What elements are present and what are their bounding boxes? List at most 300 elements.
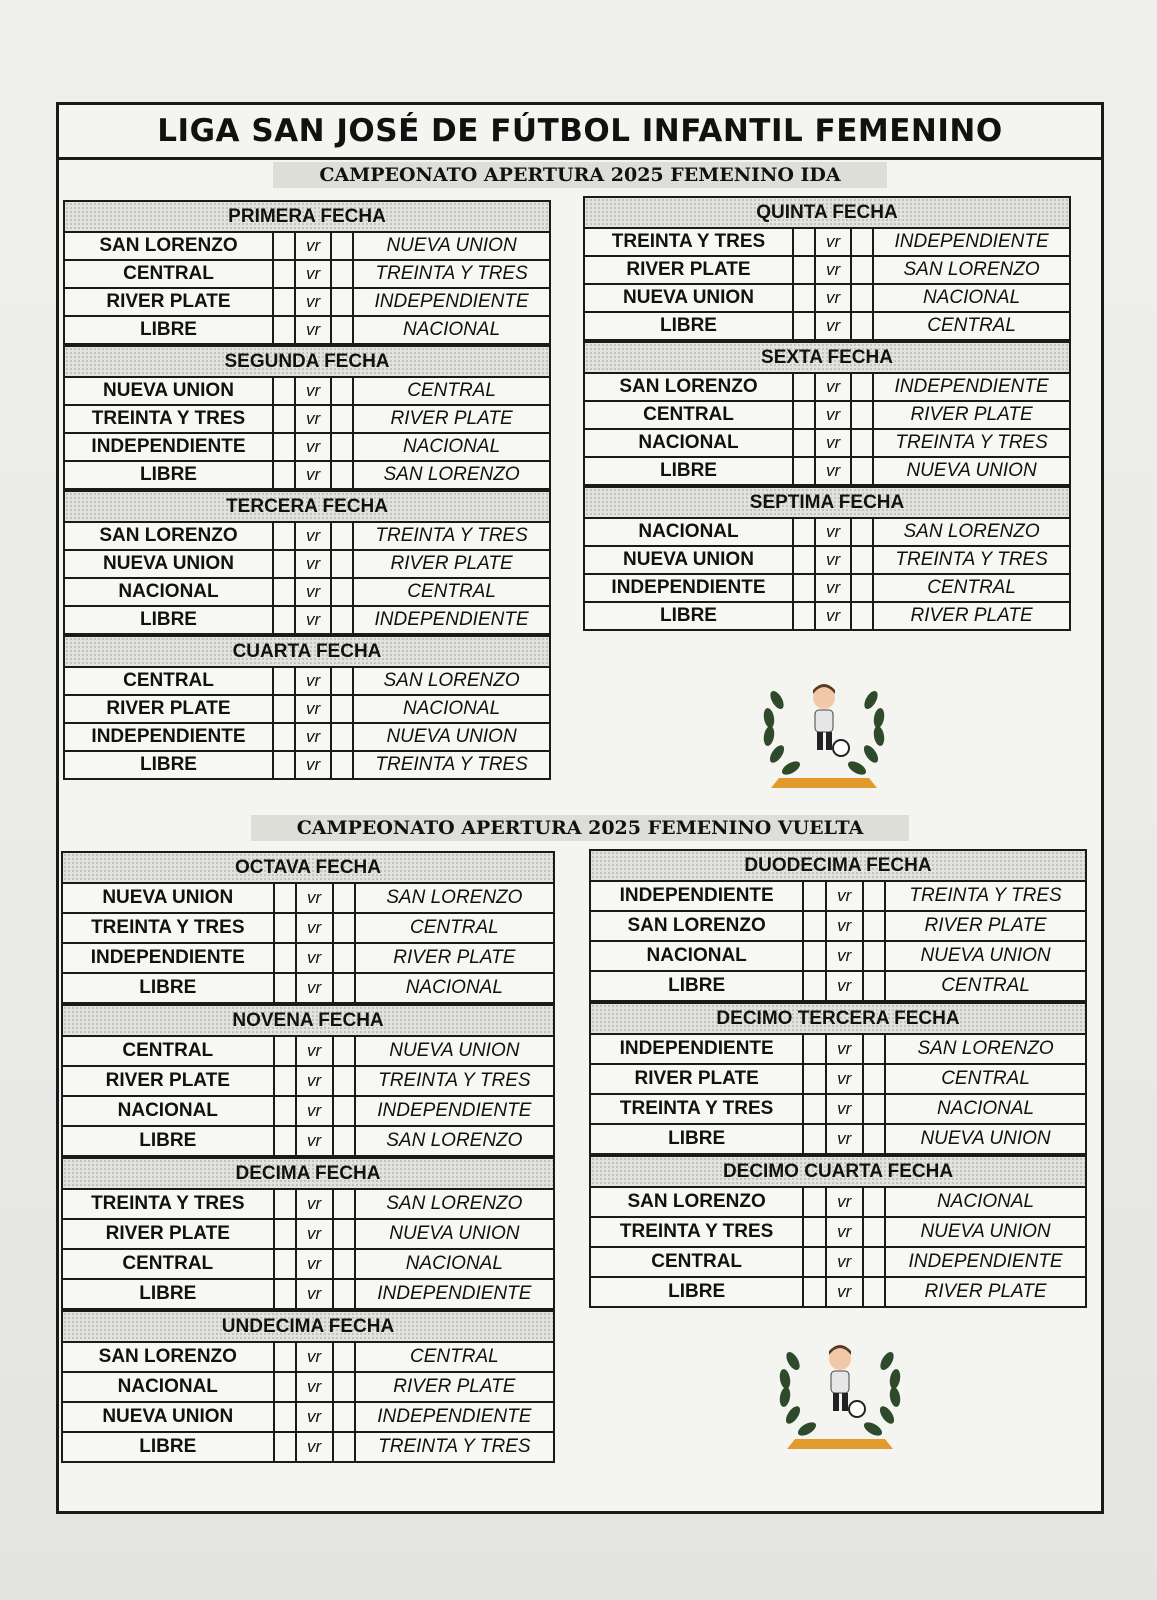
fecha-block	[63, 635, 551, 780]
vs-label: vr	[295, 522, 331, 550]
home-team: LIBRE	[64, 316, 273, 344]
vuelta-title	[59, 813, 1101, 839]
match-table	[63, 231, 551, 345]
home-team: NACIONAL	[64, 578, 273, 606]
match-row	[584, 284, 1070, 312]
fecha-block	[63, 200, 551, 345]
spacer-cell	[333, 1279, 355, 1309]
away-team: INDEPENDIENTE	[353, 288, 550, 316]
spacer-cell	[331, 316, 353, 344]
home-team: INDEPENDIENTE	[62, 943, 274, 973]
fecha-title: SEXTA FECHA	[583, 341, 1071, 372]
spacer-cell	[331, 288, 353, 316]
away-team: TREINTA Y TRES	[353, 260, 550, 288]
vuelta-left-column	[61, 851, 555, 1463]
spacer-cell	[333, 883, 355, 913]
away-team: INDEPENDIENTE	[885, 1247, 1086, 1277]
spacer-cell	[273, 522, 295, 550]
home-team: NACIONAL	[590, 941, 803, 971]
fecha-title: QUINTA FECHA	[583, 196, 1071, 227]
fecha-title: SEPTIMA FECHA	[583, 486, 1071, 517]
match-table	[583, 227, 1071, 341]
vs-label: vr	[826, 911, 863, 941]
home-team: NACIONAL	[62, 1096, 274, 1126]
away-team: INDEPENDIENTE	[355, 1402, 554, 1432]
spacer-cell	[863, 941, 885, 971]
match-row	[62, 1189, 554, 1219]
home-team: SAN LORENZO	[590, 1187, 803, 1217]
home-team: NUEVA UNION	[584, 284, 793, 312]
vs-label: vr	[295, 288, 331, 316]
home-team: CENTRAL	[64, 260, 273, 288]
match-row	[590, 1034, 1086, 1064]
vs-label: vr	[826, 1247, 863, 1277]
vs-label: vr	[295, 606, 331, 634]
away-team: NACIONAL	[885, 1094, 1086, 1124]
vs-label: vr	[295, 751, 331, 779]
vs-label: vr	[815, 574, 851, 602]
spacer-cell	[273, 377, 295, 405]
spacer-cell	[863, 971, 885, 1001]
vs-label: vr	[296, 973, 333, 1003]
spacer-cell	[274, 1189, 296, 1219]
home-team: INDEPENDIENTE	[64, 433, 273, 461]
vs-label: vr	[826, 1064, 863, 1094]
spacer-cell	[333, 1126, 355, 1156]
match-row	[62, 1126, 554, 1156]
away-team: RIVER PLATE	[353, 550, 550, 578]
home-team: RIVER PLATE	[64, 288, 273, 316]
home-team: SAN LORENZO	[584, 373, 793, 401]
match-row	[590, 1217, 1086, 1247]
home-team: TREINTA Y TRES	[62, 1189, 274, 1219]
spacer-cell	[331, 751, 353, 779]
away-team: SAN LORENZO	[873, 518, 1070, 546]
spacer-cell	[273, 606, 295, 634]
away-team: RIVER PLATE	[873, 401, 1070, 429]
spacer-cell	[331, 723, 353, 751]
spacer-cell	[331, 667, 353, 695]
match-row	[62, 1036, 554, 1066]
spacer-cell	[863, 1187, 885, 1217]
away-team: RIVER PLATE	[873, 602, 1070, 630]
home-team: SAN LORENZO	[64, 232, 273, 260]
match-row	[62, 1249, 554, 1279]
fecha-title: DECIMO CUARTA FECHA	[589, 1155, 1087, 1186]
spacer-cell	[803, 1217, 825, 1247]
spacer-cell	[273, 578, 295, 606]
spacer-cell	[793, 457, 815, 485]
vs-label: vr	[296, 1096, 333, 1126]
match-row	[590, 1094, 1086, 1124]
spacer-cell	[333, 1066, 355, 1096]
away-team: TREINTA Y TRES	[353, 751, 550, 779]
away-team: CENTRAL	[353, 377, 550, 405]
fecha-title: OCTAVA FECHA	[61, 851, 555, 882]
match-row	[584, 401, 1070, 429]
match-row	[62, 1342, 554, 1372]
spacer-cell	[274, 1036, 296, 1066]
spacer-cell	[851, 574, 873, 602]
match-row	[64, 377, 550, 405]
spacer-cell	[803, 1064, 825, 1094]
match-row	[62, 973, 554, 1003]
home-team: NUEVA UNION	[64, 550, 273, 578]
match-table	[63, 521, 551, 635]
vuelta-title-text: CAMPEONATO APERTURA 2025 FEMENINO VUELTA	[251, 815, 910, 841]
fecha-title: DECIMO TERCERA FECHA	[589, 1002, 1087, 1033]
match-row	[64, 578, 550, 606]
away-team: TREINTA Y TRES	[873, 546, 1070, 574]
home-team: NACIONAL	[584, 518, 793, 546]
spacer-cell	[273, 405, 295, 433]
spacer-cell	[331, 578, 353, 606]
away-team: CENTRAL	[355, 913, 554, 943]
vs-label: vr	[295, 695, 331, 723]
spacer-cell	[803, 1247, 825, 1277]
match-table	[63, 376, 551, 490]
away-team: SAN LORENZO	[873, 256, 1070, 284]
away-team: SAN LORENZO	[355, 1126, 554, 1156]
spacer-cell	[274, 1066, 296, 1096]
away-team: SAN LORENZO	[355, 883, 554, 913]
ida-right-column	[583, 196, 1071, 631]
vs-label: vr	[296, 1402, 333, 1432]
spacer-cell	[863, 881, 885, 911]
spacer-cell	[803, 1094, 825, 1124]
vs-label: vr	[826, 941, 863, 971]
match-row	[584, 574, 1070, 602]
match-table	[61, 1341, 555, 1463]
spacer-cell	[333, 943, 355, 973]
home-team: LIBRE	[590, 971, 803, 1001]
match-table	[61, 1035, 555, 1157]
spacer-cell	[333, 1432, 355, 1462]
fecha-block	[589, 849, 1087, 1002]
spacer-cell	[803, 1124, 825, 1154]
spacer-cell	[851, 401, 873, 429]
spacer-cell	[333, 1219, 355, 1249]
match-table	[61, 1188, 555, 1310]
spacer-cell	[863, 1124, 885, 1154]
fecha-block	[583, 341, 1071, 486]
spacer-cell	[793, 546, 815, 574]
match-row	[584, 373, 1070, 401]
vs-label: vr	[296, 1279, 333, 1309]
vs-label: vr	[826, 1187, 863, 1217]
spacer-cell	[803, 911, 825, 941]
home-team: LIBRE	[590, 1277, 803, 1307]
vs-label: vr	[296, 1066, 333, 1096]
fecha-title: TERCERA FECHA	[63, 490, 551, 521]
match-row	[64, 667, 550, 695]
away-team: RIVER PLATE	[353, 405, 550, 433]
match-row	[590, 881, 1086, 911]
spacer-cell	[851, 284, 873, 312]
home-team: LIBRE	[62, 1432, 274, 1462]
away-team: NUEVA UNION	[353, 232, 550, 260]
vs-label: vr	[826, 1217, 863, 1247]
vs-label: vr	[296, 1432, 333, 1462]
spacer-cell	[333, 1096, 355, 1126]
spacer-cell	[851, 228, 873, 256]
spacer-cell	[851, 602, 873, 630]
home-team: LIBRE	[584, 457, 793, 485]
home-team: RIVER PLATE	[590, 1064, 803, 1094]
vs-label: vr	[815, 518, 851, 546]
fecha-block	[583, 196, 1071, 341]
match-row	[584, 457, 1070, 485]
spacer-cell	[333, 1249, 355, 1279]
home-team: NACIONAL	[62, 1372, 274, 1402]
vs-label: vr	[826, 1034, 863, 1064]
match-table	[589, 1186, 1087, 1308]
spacer-cell	[274, 1402, 296, 1432]
vs-label: vr	[815, 256, 851, 284]
match-row	[64, 751, 550, 779]
fecha-block	[589, 1155, 1087, 1308]
away-team: CENTRAL	[873, 574, 1070, 602]
spacer-cell	[274, 1372, 296, 1402]
match-row	[590, 1277, 1086, 1307]
fecha-title: CUARTA FECHA	[63, 635, 551, 666]
match-row	[62, 1432, 554, 1462]
spacer-cell	[851, 429, 873, 457]
vs-label: vr	[826, 1124, 863, 1154]
match-row	[62, 883, 554, 913]
match-row	[64, 316, 550, 344]
away-team: CENTRAL	[355, 1342, 554, 1372]
spacer-cell	[331, 232, 353, 260]
spacer-cell	[851, 546, 873, 574]
league-emblem-icon-2	[765, 1331, 915, 1461]
home-team: TREINTA Y TRES	[590, 1217, 803, 1247]
spacer-cell	[331, 695, 353, 723]
spacer-cell	[793, 284, 815, 312]
spacer-cell	[273, 288, 295, 316]
vs-label: vr	[296, 1126, 333, 1156]
match-row	[584, 228, 1070, 256]
spacer-cell	[793, 373, 815, 401]
match-row	[590, 1064, 1086, 1094]
spacer-cell	[331, 405, 353, 433]
vs-label: vr	[295, 260, 331, 288]
away-team: NUEVA UNION	[885, 1124, 1086, 1154]
spacer-cell	[273, 461, 295, 489]
vs-label: vr	[826, 1094, 863, 1124]
fecha-block	[583, 486, 1071, 631]
vuelta-right-column	[589, 849, 1087, 1308]
away-team: TREINTA Y TRES	[873, 429, 1070, 457]
home-team: CENTRAL	[584, 401, 793, 429]
match-row	[590, 971, 1086, 1001]
match-table	[63, 666, 551, 780]
away-team: NACIONAL	[353, 316, 550, 344]
spacer-cell	[863, 1217, 885, 1247]
home-team: LIBRE	[62, 1126, 274, 1156]
vs-label: vr	[826, 881, 863, 911]
vs-label: vr	[295, 433, 331, 461]
vs-label: vr	[295, 405, 331, 433]
vs-label: vr	[815, 228, 851, 256]
fecha-title: NOVENA FECHA	[61, 1004, 555, 1035]
spacer-cell	[803, 881, 825, 911]
vs-label: vr	[296, 1342, 333, 1372]
away-team: TREINTA Y TRES	[355, 1066, 554, 1096]
away-team: RIVER PLATE	[355, 943, 554, 973]
match-row	[62, 1066, 554, 1096]
home-team: LIBRE	[64, 751, 273, 779]
spacer-cell	[331, 522, 353, 550]
vs-label: vr	[296, 1249, 333, 1279]
match-row	[62, 913, 554, 943]
fecha-block	[61, 1310, 555, 1463]
vs-label: vr	[295, 550, 331, 578]
match-table	[589, 880, 1087, 1002]
spacer-cell	[863, 1034, 885, 1064]
spacer-cell	[331, 606, 353, 634]
match-row	[64, 288, 550, 316]
home-team: TREINTA Y TRES	[62, 913, 274, 943]
match-row	[584, 312, 1070, 340]
match-table	[583, 517, 1071, 631]
fecha-block	[61, 1004, 555, 1157]
vs-label: vr	[815, 373, 851, 401]
spacer-cell	[333, 1402, 355, 1432]
home-team: CENTRAL	[64, 667, 273, 695]
vs-label: vr	[296, 1219, 333, 1249]
spacer-cell	[851, 256, 873, 284]
spacer-cell	[331, 377, 353, 405]
spacer-cell	[333, 1342, 355, 1372]
match-row	[64, 232, 550, 260]
away-team: RIVER PLATE	[355, 1372, 554, 1402]
away-team: NACIONAL	[873, 284, 1070, 312]
home-team: SAN LORENZO	[64, 522, 273, 550]
match-row	[584, 256, 1070, 284]
away-team: INDEPENDIENTE	[353, 606, 550, 634]
spacer-cell	[274, 1279, 296, 1309]
vuelta-section	[59, 813, 1101, 1457]
away-team: NUEVA UNION	[873, 457, 1070, 485]
away-team: NUEVA UNION	[353, 723, 550, 751]
away-team: CENTRAL	[885, 971, 1086, 1001]
home-team: NACIONAL	[584, 429, 793, 457]
vs-label: vr	[815, 401, 851, 429]
spacer-cell	[274, 883, 296, 913]
vs-label: vr	[826, 971, 863, 1001]
spacer-cell	[793, 228, 815, 256]
match-row	[590, 911, 1086, 941]
match-row	[64, 606, 550, 634]
away-team: NUEVA UNION	[885, 1217, 1086, 1247]
home-team: NUEVA UNION	[584, 546, 793, 574]
ida-left-column	[63, 200, 551, 780]
home-team: CENTRAL	[62, 1036, 274, 1066]
spacer-cell	[863, 1064, 885, 1094]
spacer-cell	[803, 1187, 825, 1217]
match-row	[62, 1096, 554, 1126]
home-team: RIVER PLATE	[62, 1066, 274, 1096]
home-team: INDEPENDIENTE	[64, 723, 273, 751]
vs-label: vr	[815, 457, 851, 485]
spacer-cell	[793, 429, 815, 457]
vs-label: vr	[826, 1277, 863, 1307]
spacer-cell	[793, 312, 815, 340]
spacer-cell	[331, 550, 353, 578]
spacer-cell	[273, 433, 295, 461]
home-team: INDEPENDIENTE	[584, 574, 793, 602]
spacer-cell	[793, 602, 815, 630]
spacer-cell	[333, 913, 355, 943]
vs-label: vr	[295, 723, 331, 751]
vs-label: vr	[296, 913, 333, 943]
vs-label: vr	[296, 1372, 333, 1402]
match-row	[62, 1402, 554, 1432]
match-table	[589, 1033, 1087, 1155]
away-team: TREINTA Y TRES	[355, 1432, 554, 1462]
spacer-cell	[333, 1372, 355, 1402]
away-team: INDEPENDIENTE	[355, 1279, 554, 1309]
fecha-title: UNDECIMA FECHA	[61, 1310, 555, 1341]
away-team: NUEVA UNION	[355, 1219, 554, 1249]
home-team: RIVER PLATE	[64, 695, 273, 723]
away-team: CENTRAL	[873, 312, 1070, 340]
match-row	[62, 943, 554, 973]
spacer-cell	[793, 518, 815, 546]
home-team: INDEPENDIENTE	[590, 881, 803, 911]
league-emblem-icon	[749, 670, 899, 800]
match-row	[590, 1187, 1086, 1217]
home-team: LIBRE	[62, 973, 274, 1003]
match-row	[64, 695, 550, 723]
vs-label: vr	[295, 316, 331, 344]
fecha-title: DECIMA FECHA	[61, 1157, 555, 1188]
fecha-block	[61, 1157, 555, 1310]
ida-title	[59, 160, 1101, 186]
spacer-cell	[274, 973, 296, 1003]
vs-label: vr	[295, 461, 331, 489]
match-row	[64, 405, 550, 433]
match-table	[61, 882, 555, 1004]
spacer-cell	[851, 312, 873, 340]
spacer-cell	[803, 1277, 825, 1307]
fecha-title: SEGUNDA FECHA	[63, 345, 551, 376]
away-team: CENTRAL	[885, 1064, 1086, 1094]
spacer-cell	[273, 316, 295, 344]
away-team: SAN LORENZO	[353, 461, 550, 489]
spacer-cell	[863, 1094, 885, 1124]
match-row	[62, 1219, 554, 1249]
vs-label: vr	[295, 232, 331, 260]
away-team: INDEPENDIENTE	[873, 373, 1070, 401]
away-team: SAN LORENZO	[353, 667, 550, 695]
match-row	[584, 546, 1070, 574]
vs-label: vr	[295, 667, 331, 695]
vs-label: vr	[295, 578, 331, 606]
vs-label: vr	[815, 284, 851, 312]
home-team: LIBRE	[584, 312, 793, 340]
match-row	[64, 550, 550, 578]
spacer-cell	[274, 1432, 296, 1462]
fecha-block	[63, 345, 551, 490]
spacer-cell	[273, 695, 295, 723]
fixture-sheet	[56, 102, 1104, 1514]
home-team: NUEVA UNION	[62, 883, 274, 913]
match-row	[590, 1247, 1086, 1277]
spacer-cell	[274, 943, 296, 973]
spacer-cell	[274, 1096, 296, 1126]
